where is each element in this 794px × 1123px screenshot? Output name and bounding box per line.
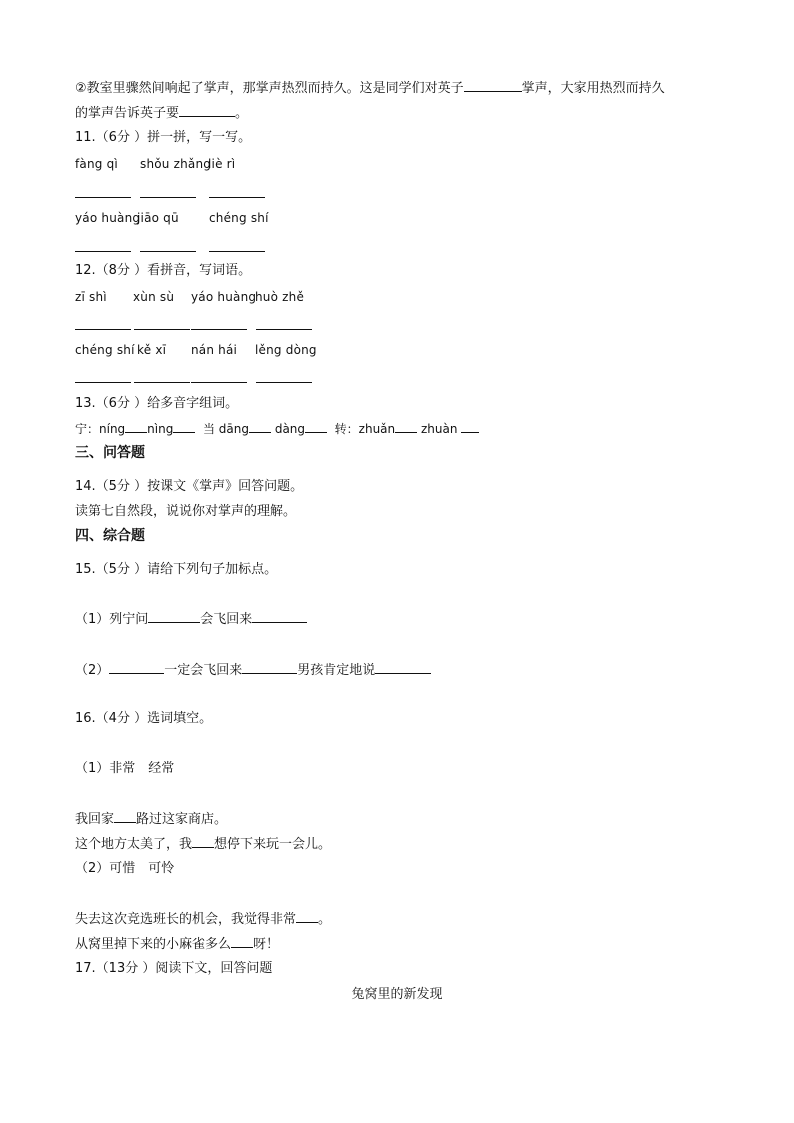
q13-dang-label: 当 dāng [202,422,249,436]
q12-answer-line[interactable] [75,382,131,383]
q11-pinyin-2: shǒu zhǎng [140,157,212,171]
q10-blank-2[interactable] [179,104,235,117]
q12-header: 12.（8分 ）看拼音，写词语。 [75,263,252,278]
section-heading-3: 三、问答题 [75,445,145,461]
q12-pinyin-8: lěng dòng [255,343,317,357]
q16-blank[interactable] [114,810,136,823]
q13-zhuan2: zhuàn [420,422,458,436]
q12-answer-line[interactable] [191,382,247,383]
q10-line1 [75,79,665,98]
q16-p2-b2: 呀！ [253,937,280,952]
section-heading-4: 四、综合题 [75,528,145,544]
q12-pinyin-4: huò zhě [255,290,305,304]
q11-header: 11.（6分 ）拼一拼，写一写。 [75,130,252,145]
q16-part1-label: （1）非常 经常 [75,761,175,776]
q13-ning2: nìng [147,422,174,436]
q15-s2-mid1: 一定会飞回来 [164,663,243,678]
q11-answer-line[interactable] [75,251,131,252]
q16-p2-a2: 。 [318,912,332,927]
q10-line2-a: 的掌声告诉英子要 [75,106,180,121]
q16-p1-a1: 我回家 [75,812,115,827]
q11-pinyin-1: fàng qì [75,157,118,171]
q13-blank[interactable] [461,420,479,433]
q12-answer-line[interactable] [134,329,190,330]
q10-line2 [75,104,248,123]
q13-blank[interactable] [305,420,327,433]
q15-s2-label: （2） [75,663,110,678]
q16-p2-sentence-a [75,910,331,929]
q14-text: 读第七自然段，说说你对掌声的理解。 [75,504,297,519]
q12-pinyin-3: yáo huàng [191,290,257,304]
q10-line1-a: ②教室里骤然间响起了掌声，那掌声热烈而持久。这是同学们对英子 [75,81,464,96]
q11-answer-line[interactable] [140,197,196,198]
q16-blank[interactable] [231,935,253,948]
q13-blank[interactable] [173,420,195,433]
q10-line1-b: 掌声，大家用热烈而持久 [521,81,665,96]
q12-pinyin-5: chéng shí [75,343,135,357]
q12-answer-line[interactable] [191,329,247,330]
q15-s1-label: （1）列宁问 [75,612,149,627]
q13-line [75,420,479,438]
q10-blank-1[interactable] [464,79,522,92]
q12-pinyin-7: nán hái [191,343,238,357]
q16-part2-label: （2）可惜 可怜 [75,861,175,876]
q11-pinyin-6: chéng shí [209,211,269,225]
q15-header: 15.（5分 ）请给下列句子加标点。 [75,562,278,577]
q11-pinyin-3: liè rì [208,157,236,171]
q16-p2-b1: 从窝里掉下来的小麻雀多么 [75,937,232,952]
q13-dang2: dàng [274,422,306,436]
q13-ning-label: 宁：níng [75,422,126,436]
q17-passage-title: 兔窝里的新发现 [351,987,443,1002]
q11-pinyin-4: yáo huàng [75,211,141,225]
q15-s2-mid2: 男孩肯定地说 [297,663,376,678]
q11-answer-line[interactable] [140,251,196,252]
q16-blank[interactable] [192,835,214,848]
q13-blank[interactable] [395,420,417,433]
q16-header: 16.（4分 ）选词填空。 [75,711,213,726]
q16-p2-a1: 失去这次竞选班长的机会，我觉得非常 [75,912,297,927]
q16-p2-sentence-b [75,935,279,954]
q16-blank[interactable] [296,910,318,923]
q16-p1-a2: 路过这家商店。 [136,812,228,827]
q15-blank[interactable] [375,661,431,674]
q12-pinyin-1: zī shì [75,290,107,304]
q16-p1-sentence-b [75,835,331,854]
q12-pinyin-2: xùn sù [133,290,175,304]
q16-p1-sentence-a [75,810,227,829]
q13-blank[interactable] [249,420,271,433]
q13-header: 13.（6分 ）给多音字组词。 [75,396,239,411]
q15-s1-mid: 会飞回来 [200,612,253,627]
q12-answer-line[interactable] [256,329,312,330]
q13-blank[interactable] [125,420,147,433]
q17-header: 17.（13分 ）阅读下文，回答问题 [75,961,273,976]
q12-answer-line[interactable] [134,382,190,383]
q11-answer-line[interactable] [75,197,131,198]
q11-answer-line[interactable] [209,197,265,198]
q12-answer-line[interactable] [256,382,312,383]
q15-blank[interactable] [242,661,297,674]
q11-answer-line[interactable] [209,251,265,252]
q14-header: 14.（5分 ）按课文《掌声》回答问题。 [75,479,304,494]
q12-answer-line[interactable] [75,329,131,330]
q12-pinyin-6: kě xī [137,343,167,357]
q16-p1-b1: 这个地方太美了，我 [75,837,193,852]
q15-blank[interactable] [109,661,164,674]
q15-blank[interactable] [252,610,307,623]
q13-zhuan-label: 转：zhuǎn [334,422,396,436]
q11-pinyin-5: jiāo qū [137,211,179,225]
q16-p1-b2: 想停下来玩一会儿。 [214,837,332,852]
q10-line2-b: 。 [235,106,249,121]
q15-blank[interactable] [148,610,200,623]
q15-sentence-2 [75,661,431,680]
q15-sentence-1 [75,610,307,629]
